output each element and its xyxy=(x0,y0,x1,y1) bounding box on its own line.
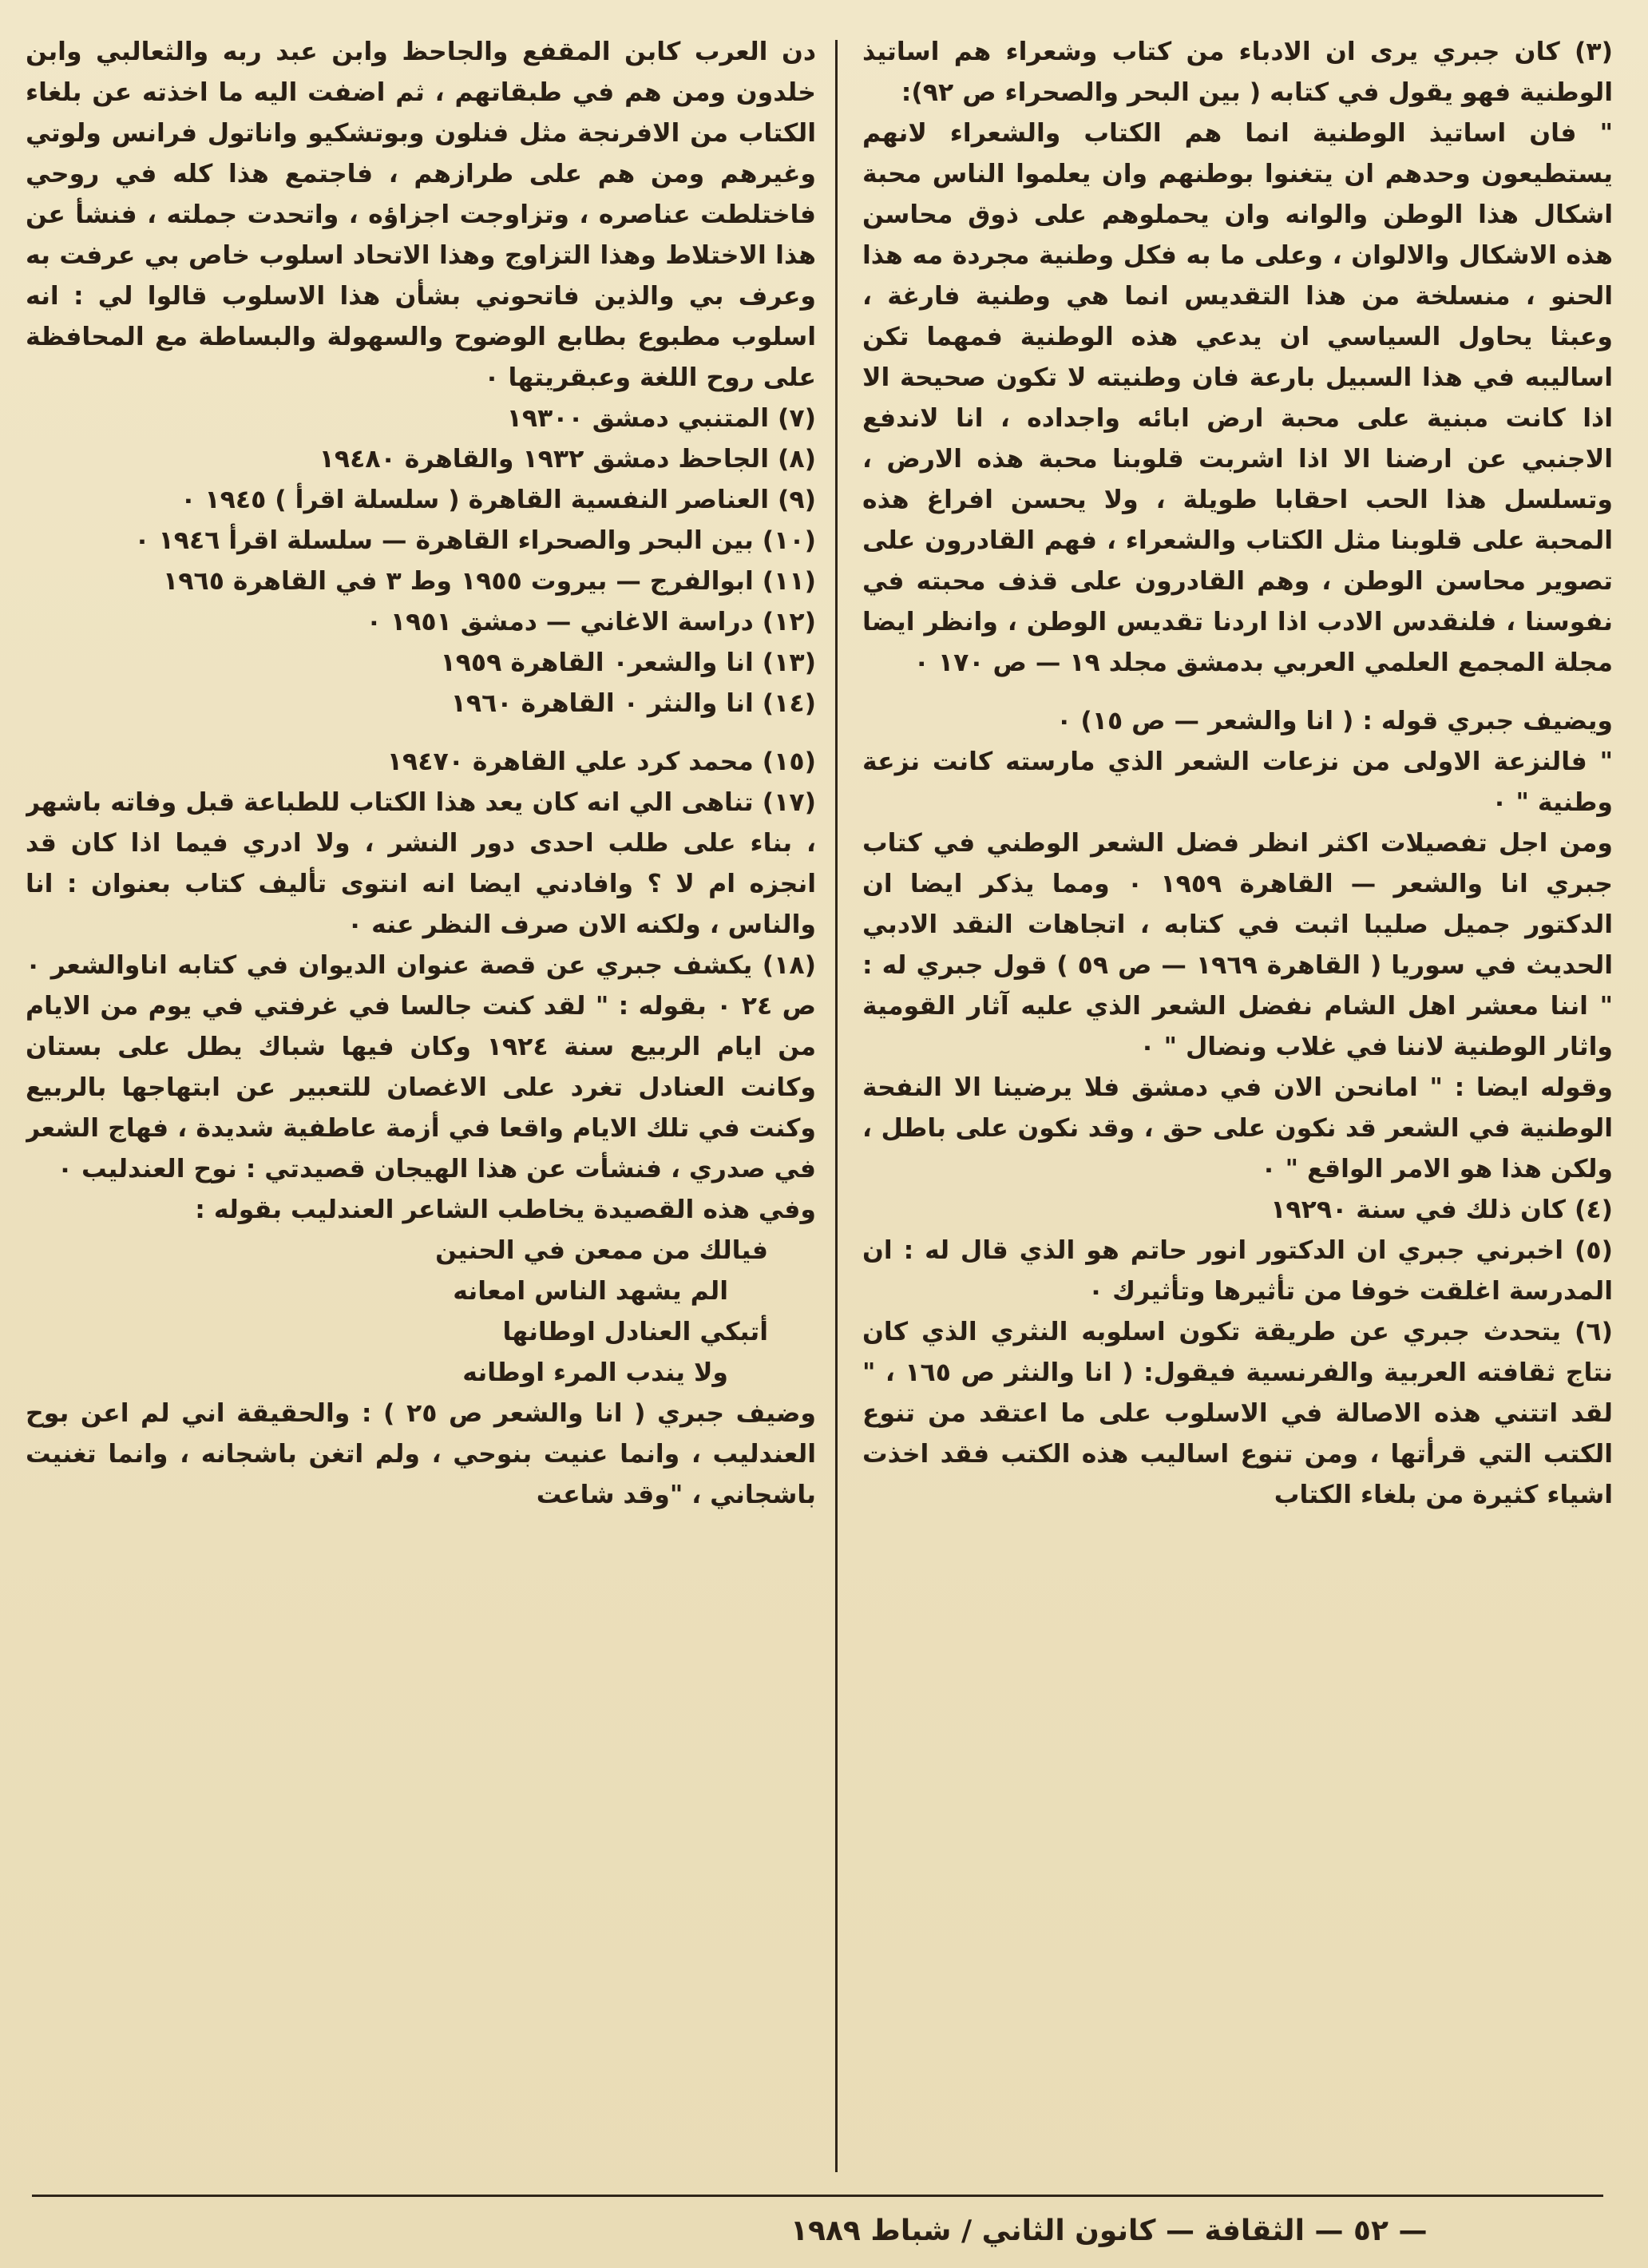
reference-14: (١٤) انا والنثر ٠ القاهرة ١٩٦٠ xyxy=(450,689,816,718)
page-footer: — ٥٢ — الثقافة — كانون الثاني / شباط ١٩٨٩ xyxy=(790,2214,1428,2247)
paragraph: دن العرب كابن المقفع والجاحظ وابن عبد ربه والثعالبي وابن خلدون ومن هم في طبقاتهم ، ثم اضفت اليه ما اخذته عن بلغاء الكتاب من الافرنجة مثل فنلون وبوتشكيو واناتول فرانس ولوتي وغيرهم ومن هم على طرازهم ، فاجتمع هذا كله في روحي فاختلطت عناصره ، وتزاوجت اجزاؤه ، واتحدت جملته ، فنشأ عن هذا الاختلاط وهذا التزاوج وهذا الاتحاد اسلوب خاص بي عرفت به وعرف بي والذين فاتحوني بشأن هذا الاسلوب قالوا لي : انه اسلوب مطبوع بطابع الوضوح والسهولة والبساطة مع المحافظة على روح اللغة وعبقريتها ٠ xyxy=(26,38,816,392)
paragraph: ويضيف جبري قوله : ( انا والشعر — ص ١٥) ٠ xyxy=(1056,707,1613,736)
reference-7: (٧) المتنبي دمشق ١٩٣٠٠ xyxy=(506,404,816,433)
column-divider xyxy=(835,40,838,2172)
reference-15: (١٥) محمد كرد علي القاهرة ١٩٤٧٠ xyxy=(386,747,816,776)
footer-rule xyxy=(32,2195,1603,2197)
note-18: (١٨) يكشف جبري عن قصة عنوان الديوان في كتابه اناوالشعر ٠ ص ٢٤ ٠ بقوله : " لقد كنت جالسا في غرفتي في يوم من الايام من ايام الربيع سنة ١٩٢٤ وكان فيها شباك يطل على بستان وكانت العنادل تغرد على الاغصان للتعبير عن ابتهاجها بالربيع وكنت في تلك الايام واقعا في أزمة عاطفية شديدة ، فهاج الشعر في صدري ، فنشأت عن هذا الهيجان قصيدتي : نوح العندليب ٠ xyxy=(26,951,816,1184)
reference-10: (١٠) بين البحر والصحراء القاهرة — سلسلة اقرأ ١٩٤٦ ٠ xyxy=(134,526,816,555)
poem-line: فيالك من ممعن في الحنين xyxy=(435,1236,768,1265)
paragraph: وفي هذه القصيدة يخاطب الشاعر العندليب بقوله : xyxy=(195,1195,816,1224)
paragraph: وقوله ايضا : " امانحن الان في دمشق فلا يرضينا الا النفحة الوطنية في الشعر قد نكون على حق ، وقد نكون على باطل ، ولكن هذا هو الامر الواقع " ٠ xyxy=(862,1073,1613,1184)
right-column xyxy=(862,32,1613,2180)
reference-11: (١١) ابوالفرج — بيروت ١٩٥٥ وط ٣ في القاهرة ١٩٦٥ xyxy=(163,567,816,596)
reference-12: (١٢) دراسة الاغاني — دمشق ١٩٥١ ٠ xyxy=(366,608,816,636)
note-4: (٤) كان ذلك في سنة ١٩٢٩٠ xyxy=(1270,1195,1613,1224)
quote-paragraph: " فان اساتيذ الوطنية انما هم الكتاب والشعراء لانهم يستطيعون وحدهم ان يتغنوا بوطنهم وان يعلموا الناس محبة اشكال هذا الوطن والوانه وان يحملوهم على ذوق محاسن هذه الاشكال والالوان ، وعلى ما به فكل وطنية مجردة مه هذا الحنو ، منسلخة من هذا التقديس انما هي وطنية فارغة ، وعبثا يحاول السياسي ان يدعي هذه الوطنية فمهما تكن اساليبه في هذا السبيل بارعة فان وطنيته لا تكون صحيحة الا اذا كانت مبنية على محبة ارض ابائه واجداده ، انا لاندفع الاجنبي عن ارضنا الا اذا اشربت قلوبنا محبة هذه الارض ، وتسلسل هذا الحب احقابا طويلة ، ولا يحسن افراغ هذه المحبة على قلوبنا مثل الكتاب والشعراء ، فهم القادرون على تصوير محاسن الوطن ، وهم القادرون على قذف محبته في نفوسنا ، فلنقدس الادب اذا اردنا تقديس الوطن ، وانظر ايضا مجلة المجمع العلمي العربي بدمشق مجلد ١٩ — ص ١٧٠ ٠ xyxy=(862,119,1613,677)
quote-paragraph: " فالنزعة الاولى من نزعات الشعر الذي مارسته كانت نزعة وطنية " ٠ xyxy=(862,747,1613,817)
note-6: (٦) يتحدث جبري عن طريقة تكون اسلوبه النثري الذي كان نتاج ثقافته العربية والفرنسية فيقول: ( انا والنثر ص ١٦٥ ، " لقد اتتني هذه الاصالة في الاسلوب على ما اعتقد من تنوع الكتب التي قرأتها ، ومن تنوع اساليب هذه الكتب فقد اخذت اشياء كثيرة من بلغاء الكتاب xyxy=(862,1318,1613,1509)
note-5: (٥) اخبرني جبري ان الدكتور انور حاتم هو الذي قال له : ان المدرسة اغلقت خوفا من تأثيرها وتأثيرك ٠ xyxy=(862,1236,1613,1306)
poem-line: أتبكي العنادل اوطانها xyxy=(502,1318,768,1346)
poem-line: الم يشهد الناس امعانه xyxy=(453,1277,728,1306)
paragraph: وضيف جبري ( انا والشعر ص ٢٥ ) : والحقيقة اني لم اعن بوح العندليب ، وانما عنيت بنوحي ، ولم اتغن باشجانه ، وانما تغنيت باشجاني ، "وقد شاعت xyxy=(26,1399,816,1509)
reference-9: (٩) العناصر النفسية القاهرة ( سلسلة اقرأ ) ١٩٤٥ ٠ xyxy=(180,486,816,514)
left-column xyxy=(26,32,816,2180)
poem-line: ولا يندب المرء اوطانه xyxy=(462,1358,728,1387)
note-17: (١٧) تناهى الي انه كان يعد هذا الكتاب للطباعة قبل وفاته باشهر ، بناء على طلب احدى دور النشر ، ولا ادري فيما اذا كان قد انجزه ام لا ؟ وافادني ايضا انه انتوى تأليف كتاب بعنوان : انا والناس ، ولكنه الان صرف النظر عنه ٠ xyxy=(26,788,816,939)
note-3: (٣) كان جبري يرى ان الادباء من كتاب وشعراء هم اساتيذ الوطنية فهو يقول في كتابه ( بين البحر والصحراء ص ٩٢): xyxy=(862,38,1613,107)
paragraph: ومن اجل تفصيلات اكثر انظر فضل الشعر الوطني في كتاب جبري انا والشعر — القاهرة ١٩٥٩ ٠ ومما يذكر ايضا ان الدكتور جميل صليبا اثبت في كتابه ، اتجاهات النقد الادبي الحديث في سوريا ( القاهرة ١٩٦٩ — ص ٥٩ ) قول جبري له : " اننا معشر اهل الشام نفضل الشعر الذي عليه آثار القومية واثار الوطنية لاننا في غلاب ونضال " ٠ xyxy=(862,829,1613,1061)
reference-13: (١٣) انا والشعر٠ القاهرة ١٩٥٩ xyxy=(440,648,816,677)
reference-8: (٨) الجاحظ دمشق ١٩٣٢ والقاهرة ١٩٤٨٠ xyxy=(319,445,816,474)
